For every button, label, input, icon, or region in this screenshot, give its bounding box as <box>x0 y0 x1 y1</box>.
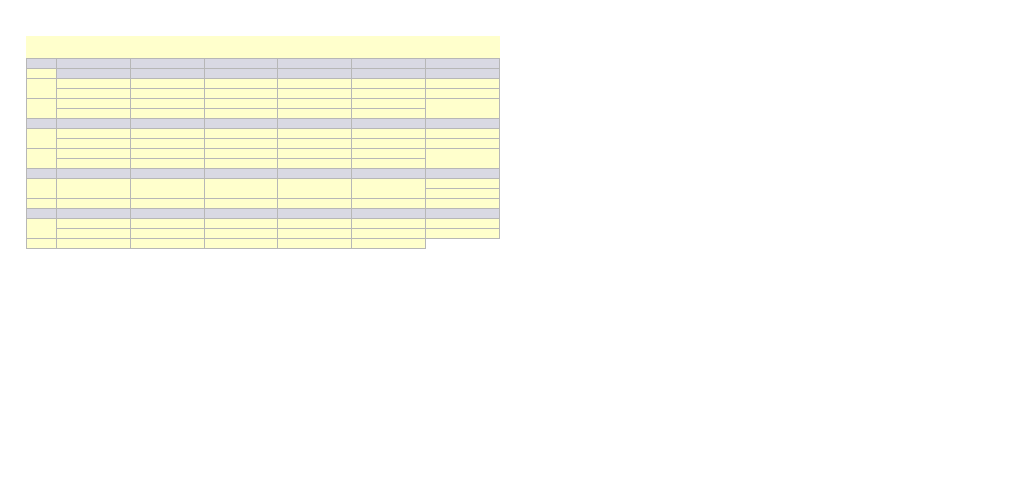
cell <box>130 129 204 139</box>
closed-cell <box>426 99 500 119</box>
date-cell <box>352 209 426 219</box>
w2-am-row1 <box>27 129 500 139</box>
date-cell <box>57 119 131 129</box>
closed-cell <box>426 199 500 209</box>
cell <box>278 139 352 149</box>
cell <box>204 129 278 139</box>
left-clinic-name <box>26 36 500 58</box>
cell <box>130 179 204 199</box>
cell <box>130 99 204 109</box>
date-cell <box>57 169 131 179</box>
cell <box>57 109 131 119</box>
w4-am-row1 <box>27 219 500 229</box>
cell <box>426 229 500 239</box>
am-time <box>27 129 57 149</box>
w3-dates <box>27 169 500 179</box>
cell <box>278 109 352 119</box>
closed-cell <box>204 199 278 209</box>
left-schedule-table <box>26 58 500 249</box>
cell <box>130 109 204 119</box>
w1-am-row2 <box>27 89 500 99</box>
date-cell <box>130 119 204 129</box>
am-time <box>27 179 57 199</box>
cell <box>426 129 500 139</box>
cell <box>130 139 204 149</box>
cell <box>352 159 426 169</box>
cell <box>57 89 131 99</box>
cell <box>204 99 278 109</box>
date-cell <box>204 209 278 219</box>
cell <box>278 79 352 89</box>
header-row <box>27 59 500 69</box>
cell <box>57 219 131 229</box>
blank <box>27 209 57 219</box>
blank <box>27 119 57 129</box>
date-cell <box>352 69 426 79</box>
date-cell <box>278 169 352 179</box>
w2-dates <box>27 119 500 129</box>
date-cell <box>278 119 352 129</box>
cell <box>352 239 426 249</box>
closed-cell <box>278 199 352 209</box>
w1-am-row1 <box>27 79 500 89</box>
closed-cell <box>57 179 131 199</box>
cell <box>278 129 352 139</box>
date-cell <box>352 119 426 129</box>
cell <box>204 79 278 89</box>
cell <box>278 149 352 159</box>
date-cell <box>278 69 352 79</box>
cell <box>352 129 426 139</box>
cell <box>426 139 500 149</box>
date-cell <box>57 69 131 79</box>
cell <box>426 179 500 189</box>
cell <box>426 89 500 99</box>
am-time <box>27 219 57 239</box>
w3-am-row1 <box>27 179 500 189</box>
cell <box>57 139 131 149</box>
date-cell <box>426 169 500 179</box>
cell <box>352 219 426 229</box>
w1-pm-row1 <box>27 99 500 109</box>
cell <box>352 229 426 239</box>
w2-am-row2 <box>27 139 500 149</box>
date-cell <box>352 169 426 179</box>
reception-header <box>27 59 57 69</box>
cell <box>352 149 426 159</box>
cell <box>57 129 131 139</box>
cell <box>57 99 131 109</box>
cell <box>130 219 204 229</box>
day-sat <box>426 59 500 69</box>
cell <box>130 149 204 159</box>
cell <box>278 179 352 199</box>
day-mon <box>57 59 131 69</box>
cell <box>352 89 426 99</box>
cell <box>130 89 204 99</box>
date-cell <box>130 169 204 179</box>
day-tue <box>130 59 204 69</box>
cell <box>57 229 131 239</box>
blank <box>27 169 57 179</box>
cell <box>278 89 352 99</box>
date-cell <box>278 209 352 219</box>
date-cell <box>204 119 278 129</box>
cell <box>352 109 426 119</box>
w2-pm-row1 <box>27 149 500 159</box>
reception-label <box>27 69 57 79</box>
w4-pm-row1 <box>27 239 500 249</box>
cell <box>278 239 352 249</box>
cell <box>204 149 278 159</box>
cell <box>204 219 278 229</box>
day-fri <box>352 59 426 69</box>
pm-time <box>27 239 57 249</box>
cell <box>352 79 426 89</box>
pm-time <box>27 149 57 169</box>
cell <box>278 229 352 239</box>
w4-dates <box>27 209 500 219</box>
date-cell <box>204 169 278 179</box>
cell <box>57 149 131 159</box>
closed-cell <box>426 149 500 169</box>
w4-am-row2 <box>27 229 500 239</box>
closed-cell <box>57 199 131 209</box>
cell <box>204 179 278 199</box>
date-cell <box>426 69 500 79</box>
cell <box>204 89 278 99</box>
cell <box>204 109 278 119</box>
pm-time <box>27 99 57 119</box>
cell <box>57 159 131 169</box>
cell <box>204 229 278 239</box>
cell <box>352 179 426 199</box>
cell <box>426 219 500 229</box>
cell <box>278 159 352 169</box>
day-thu <box>278 59 352 69</box>
cell <box>204 159 278 169</box>
closed-cell <box>130 199 204 209</box>
closed-cell <box>352 199 426 209</box>
cell <box>352 99 426 109</box>
cell <box>426 189 500 199</box>
cell <box>426 79 500 89</box>
pm-time <box>27 199 57 209</box>
left-clinic-schedule <box>26 36 500 249</box>
cell <box>278 219 352 229</box>
date-row <box>27 69 500 79</box>
cell <box>130 239 204 249</box>
date-cell <box>57 209 131 219</box>
cell <box>278 99 352 109</box>
date-cell <box>130 69 204 79</box>
cell <box>204 139 278 149</box>
date-cell <box>204 69 278 79</box>
cell <box>204 239 278 249</box>
cell <box>130 79 204 89</box>
cell <box>352 139 426 149</box>
day-wed <box>204 59 278 69</box>
cell <box>130 229 204 239</box>
cell <box>57 239 131 249</box>
date-cell <box>130 209 204 219</box>
cell <box>57 79 131 89</box>
date-cell <box>426 119 500 129</box>
date-cell <box>426 209 500 219</box>
am-time <box>27 79 57 99</box>
cell <box>130 159 204 169</box>
